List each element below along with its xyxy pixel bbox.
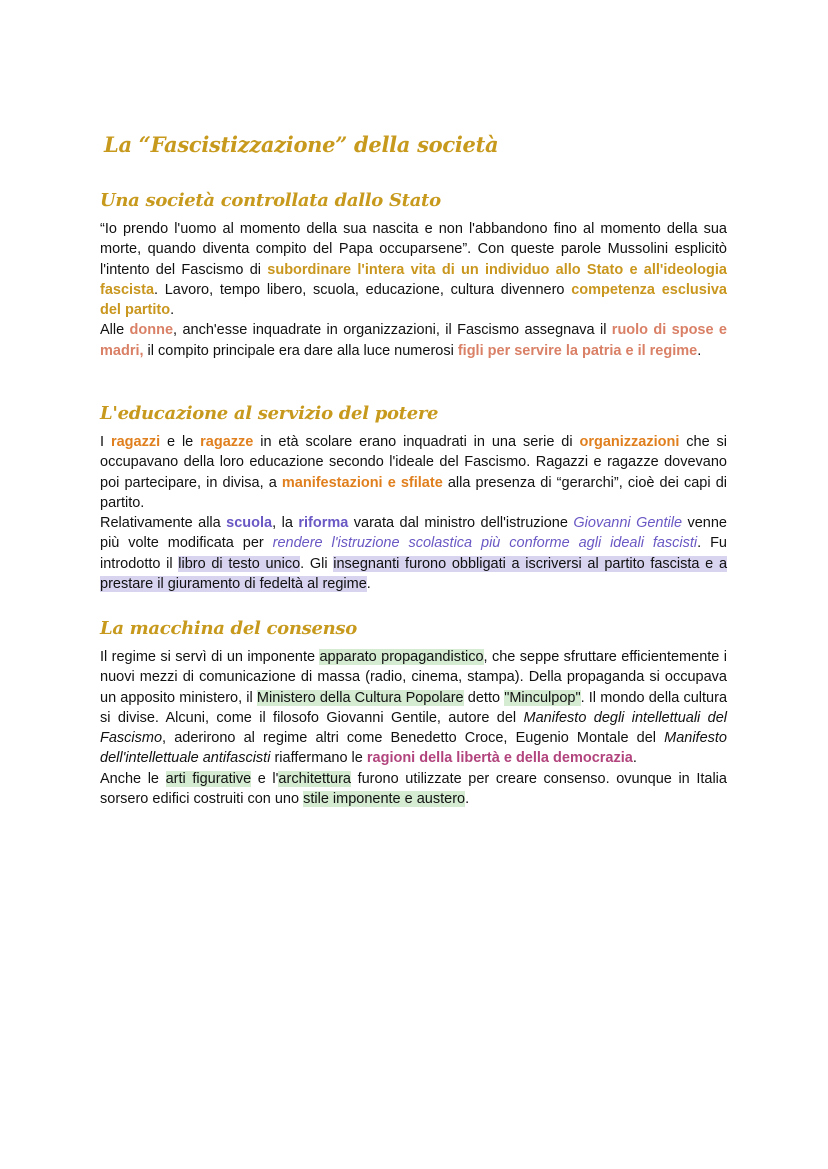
section-body-education (100, 432, 727, 594)
emphasis-subordinare: subordinare l'intera vita di un individuo allo Stato e all'ideologia fascista (100, 261, 727, 298)
paragraph-mussolini-quote (100, 219, 727, 320)
document-title: La “Fascistizzazione” della società (104, 132, 499, 157)
paragraph-propaganda (100, 647, 727, 769)
text-run: . Gli (300, 555, 334, 572)
text-run: , anch'esse inquadrate in organizzazioni, il Fascismo assegnava il (173, 322, 612, 339)
text-run: il compito principale era dare alla luce numerosi (143, 342, 458, 359)
highlight-minculpop: "Minculpop" (504, 689, 581, 706)
section-body-consensus (100, 647, 727, 809)
text-run: . (632, 750, 637, 767)
emphasis-istruzione: rendere l'istruzione scolastica più conforme agli ideali fascisti (272, 535, 698, 552)
section-body-state-control (100, 219, 727, 361)
text-run: venne più volte modificata per (100, 515, 727, 552)
text-run: e le (160, 434, 201, 450)
emphasis-gentile: Giovanni Gentile (573, 515, 683, 532)
text-run: e l' (251, 770, 279, 787)
text-run: , la (272, 515, 299, 532)
text-run: . Il mondo della cultura si divise. Alcuni, come il filosofo Giovanni Gentile, autore del (100, 689, 728, 726)
emphasis-riforma: riforma (298, 515, 349, 532)
text-run: che si occupavano della loro educazione secondo l'ideale del Fascismo. Ragazzi e ragazze dovevano poi partecipare, in divisa, a (100, 434, 728, 491)
emphasis-scuola: scuola (226, 515, 273, 532)
italic-manifesto-antifascisti: Manifesto dell'intellettuale antifascisti (100, 730, 727, 767)
section-heading-consensus: La macchina del consenso (100, 618, 357, 639)
emphasis-donne: donne (129, 322, 174, 339)
text-run: riaffermano le (270, 750, 367, 767)
highlight-arti: arti figurative (165, 770, 252, 787)
highlight-apparato: apparato propagandistico (319, 649, 484, 665)
text-run: in età scolare erano inquadrati in una serie di (253, 434, 580, 450)
highlight-stile: stile imponente e austero (303, 791, 466, 808)
emphasis-ragazze: ragazze (200, 434, 254, 450)
highlight-architettura: architettura (278, 770, 351, 787)
text-run: Relativamente alla (100, 515, 227, 532)
emphasis-competenza: competenza esclusiva del partito (100, 281, 727, 319)
highlight-libro: libro di testo unico (178, 555, 301, 572)
text-run: furono utilizzate per creare consenso. ovunque in Italia sorsero edifici costruiti con uno (100, 770, 727, 808)
text-run: . Fu introdotto il (100, 535, 727, 572)
highlight-insegnanti: insegnanti furono obbligati a iscriversi al partito fascista e a prestare il giuramento di fedeltà al regime (100, 555, 728, 593)
text-run: . (465, 791, 470, 808)
text-run: detto (463, 689, 505, 706)
emphasis-figli: figli per servire la patria e il regime (457, 342, 698, 359)
text-run: “Io prendo l'uomo al momento della sua nascita e non l'abbandono fino al momento della sua morte, quando diventa compito del Papa occuparsene”. Con queste parole Mussolini esplicitò l'intento del Fascismo di (100, 221, 727, 278)
text-run: . (366, 576, 371, 593)
highlight-ministero: Ministero della Cultura Popolare (256, 689, 464, 706)
text-run: . (697, 342, 702, 359)
paragraph-youth (100, 432, 727, 513)
text-run: , che seppe sfruttare efficientemente i nuovi mezzi di comunicazione di massa (radio, cinema, stampa). Della propaganda si occupava un apposito ministero, il (100, 649, 727, 706)
text-run: Il regime si servì di un imponente (100, 649, 320, 665)
paragraph-women (100, 320, 727, 361)
text-run: , aderirono al regime altri come Benedetto Croce, Eugenio Montale del (162, 730, 665, 747)
emphasis-liberta: ragioni della libertà e della democrazia (366, 750, 633, 767)
emphasis-ruolo: ruolo di spose e madri, (100, 322, 727, 359)
section-heading-state-control: Una società controllata dallo Stato (100, 190, 441, 211)
text-run: Anche le (100, 770, 166, 787)
text-run: . (170, 302, 175, 319)
emphasis-organizzazioni: organizzazioni (579, 434, 680, 450)
text-run: varata dal ministro dell'istruzione (348, 515, 574, 532)
text-run: . Lavoro, tempo libero, scuola, educazione, cultura divennero (154, 281, 572, 298)
emphasis-manifestazioni: manifestazioni e sfilate (281, 474, 443, 491)
italic-manifesto-fascismo: Manifesto degli intellettuali del Fascismo (100, 709, 727, 747)
section-heading-education: L'educazione al servizio del potere (100, 403, 439, 424)
paragraph-school (100, 513, 727, 594)
text-run: alla presenza di “gerarchi”, cioè dei capi di partito. (100, 474, 727, 511)
text-run: I (100, 434, 111, 450)
emphasis-ragazzi: ragazzi (110, 434, 161, 450)
paragraph-arts (100, 769, 727, 810)
text-run: Alle (100, 322, 130, 339)
